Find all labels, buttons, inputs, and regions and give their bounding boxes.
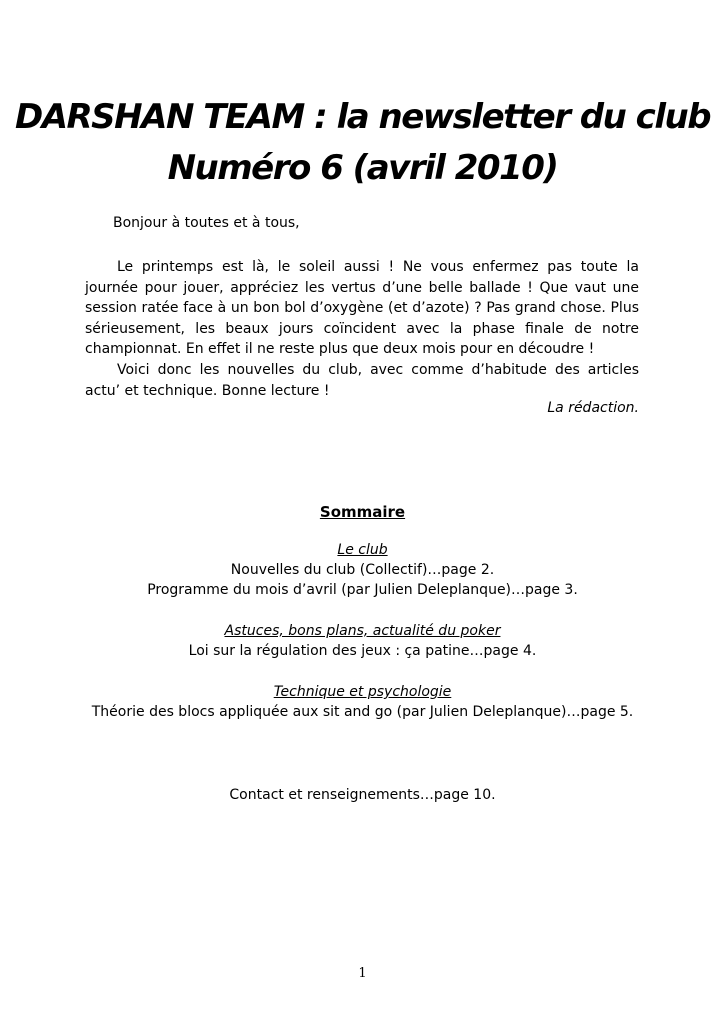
greeting: Bonjour à toutes et à tous, — [113, 215, 300, 231]
section-title-le-club: Le club — [337, 542, 388, 558]
toc-item: Nouvelles du club (Collectif)…page 2. — [230, 562, 495, 578]
page-number: 1 — [358, 966, 367, 981]
section-title-technique: Technique et psychologie — [273, 684, 452, 700]
intro-paragraph-1: Le printemps est là, le soleil aussi ! Ne vous enfermez pas toute la journée pour jouer, appréciez les vertus d’une belle ballade ! Que vaut une session ratée face à un bon bol d’oxygène (et d’azote) ? Pas grand chose. Plus sérieusement, les beaux jours coïncident avec la phase finale de notre championnat. En effet il ne reste plus que deux mois pour en découdre ! — [85, 259, 639, 358]
toc-item: Programme du mois d’avril (par Julien Deleplanque)…page 3. — [147, 582, 578, 598]
newsletter-title: DARSHAN TEAM : la newsletter du club — [14, 97, 711, 137]
toc-item: Loi sur la régulation des jeux : ça patine…page 4. — [188, 643, 537, 659]
intro-body — [85, 257, 639, 401]
issue-title: Numéro 6 (avril 2010) — [167, 148, 558, 188]
contact-entry: Contact et renseignements…page 10. — [229, 787, 496, 803]
sommaire-heading: Sommaire — [319, 503, 406, 521]
intro-paragraph-2: Voici donc les nouvelles du club, avec comme d’habitude des articles actu’ et technique. Bonne lecture ! — [85, 361, 639, 399]
signature: La rédaction. — [547, 400, 639, 416]
toc-item: Théorie des blocs appliquée aux sit and go (par Julien Deleplanque)…page 5. — [91, 704, 634, 720]
section-title-astuces: Astuces, bons plans, actualité du poker — [224, 623, 501, 639]
